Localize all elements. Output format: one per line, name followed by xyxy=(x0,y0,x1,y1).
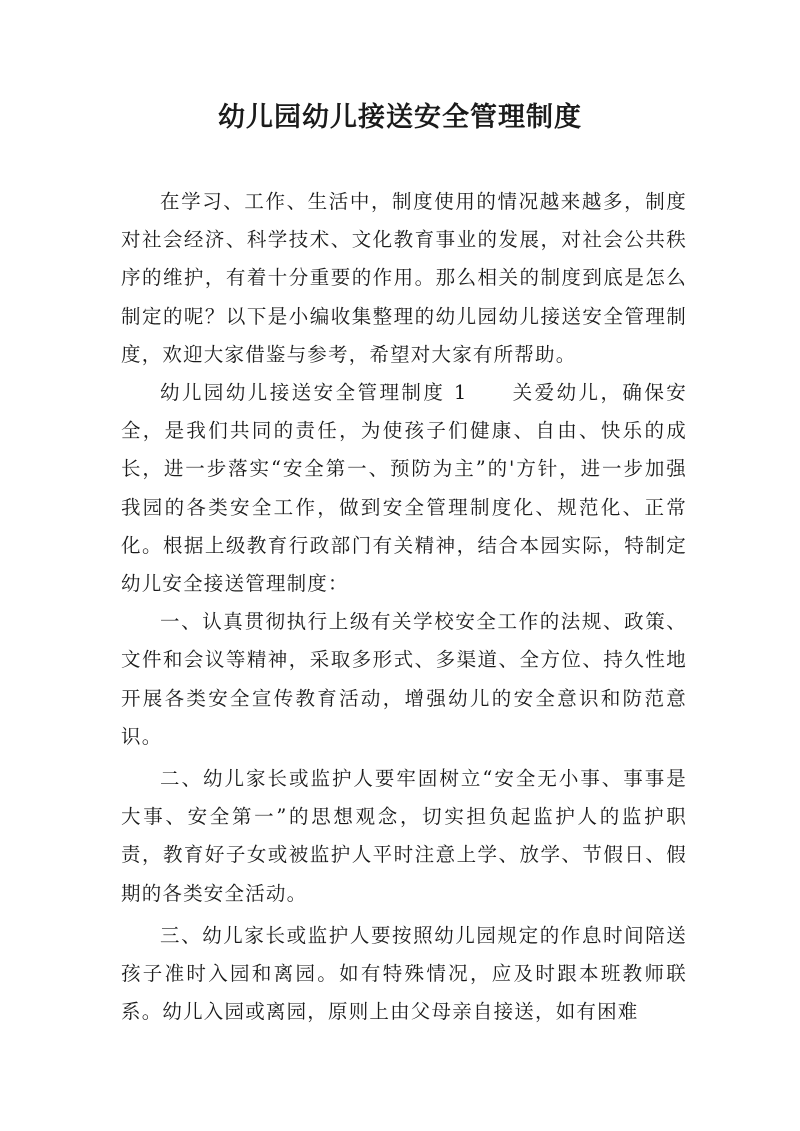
paragraph-rule-3: 三、幼儿家长或监护人要按照幼儿园规定的作息时间陪送孩子准时入园和离园。如有特殊情况，应及时跟本班教师联系。幼儿入园或离园，原则上由父母亲自接送，如有困难 xyxy=(121,923,687,1024)
document-title: 幼儿园幼儿接送安全管理制度 xyxy=(218,102,582,133)
paragraph-intro: 在学习、工作、生活中，制度使用的情况越来越多，制度对社会经济、科学技术、文化教育事业的发展，对社会公共秩序的维护，有着十分重要的作用。那么相关的制度到底是怎么制定的呢？以下是小编收集整理的幼儿园幼儿接送安全管理制度，欢迎大家借鉴与参考，希望对大家有所帮助。 xyxy=(121,190,687,366)
paragraph-system-1: 幼儿园幼儿接送安全管理制度 1 关爱幼儿，确保安全，是我们共同的责任，为使孩子们健康、自由、快乐的成长，进一步落实“安全第一、预防为主”的'方针，进一步加强我园的各类安全工作，做到安全管理制度化、规范化、正常化。根据上级教育行政部门有关精神，结合本园实际，特制定幼儿安全接送管理制度： xyxy=(121,381,687,596)
paragraph-rule-1: 一、认真贯彻执行上级有关学校安全工作的法规、政策、文件和会议等精神，采取多形式、多渠道、全方位、持久性地开展各类安全宣传教育活动，增强幼儿的安全意识和防范意识。 xyxy=(121,610,687,748)
document-body xyxy=(121,183,687,1031)
paragraph-rule-2: 二、幼儿家长或监护人要牢固树立“安全无小事、事事是大事、安全第一”的思想观念，切实担负起监护人的监护职责，教育好子女或被监护人平时注意上学、放学、节假日、假期的各类安全活动。 xyxy=(121,767,687,905)
